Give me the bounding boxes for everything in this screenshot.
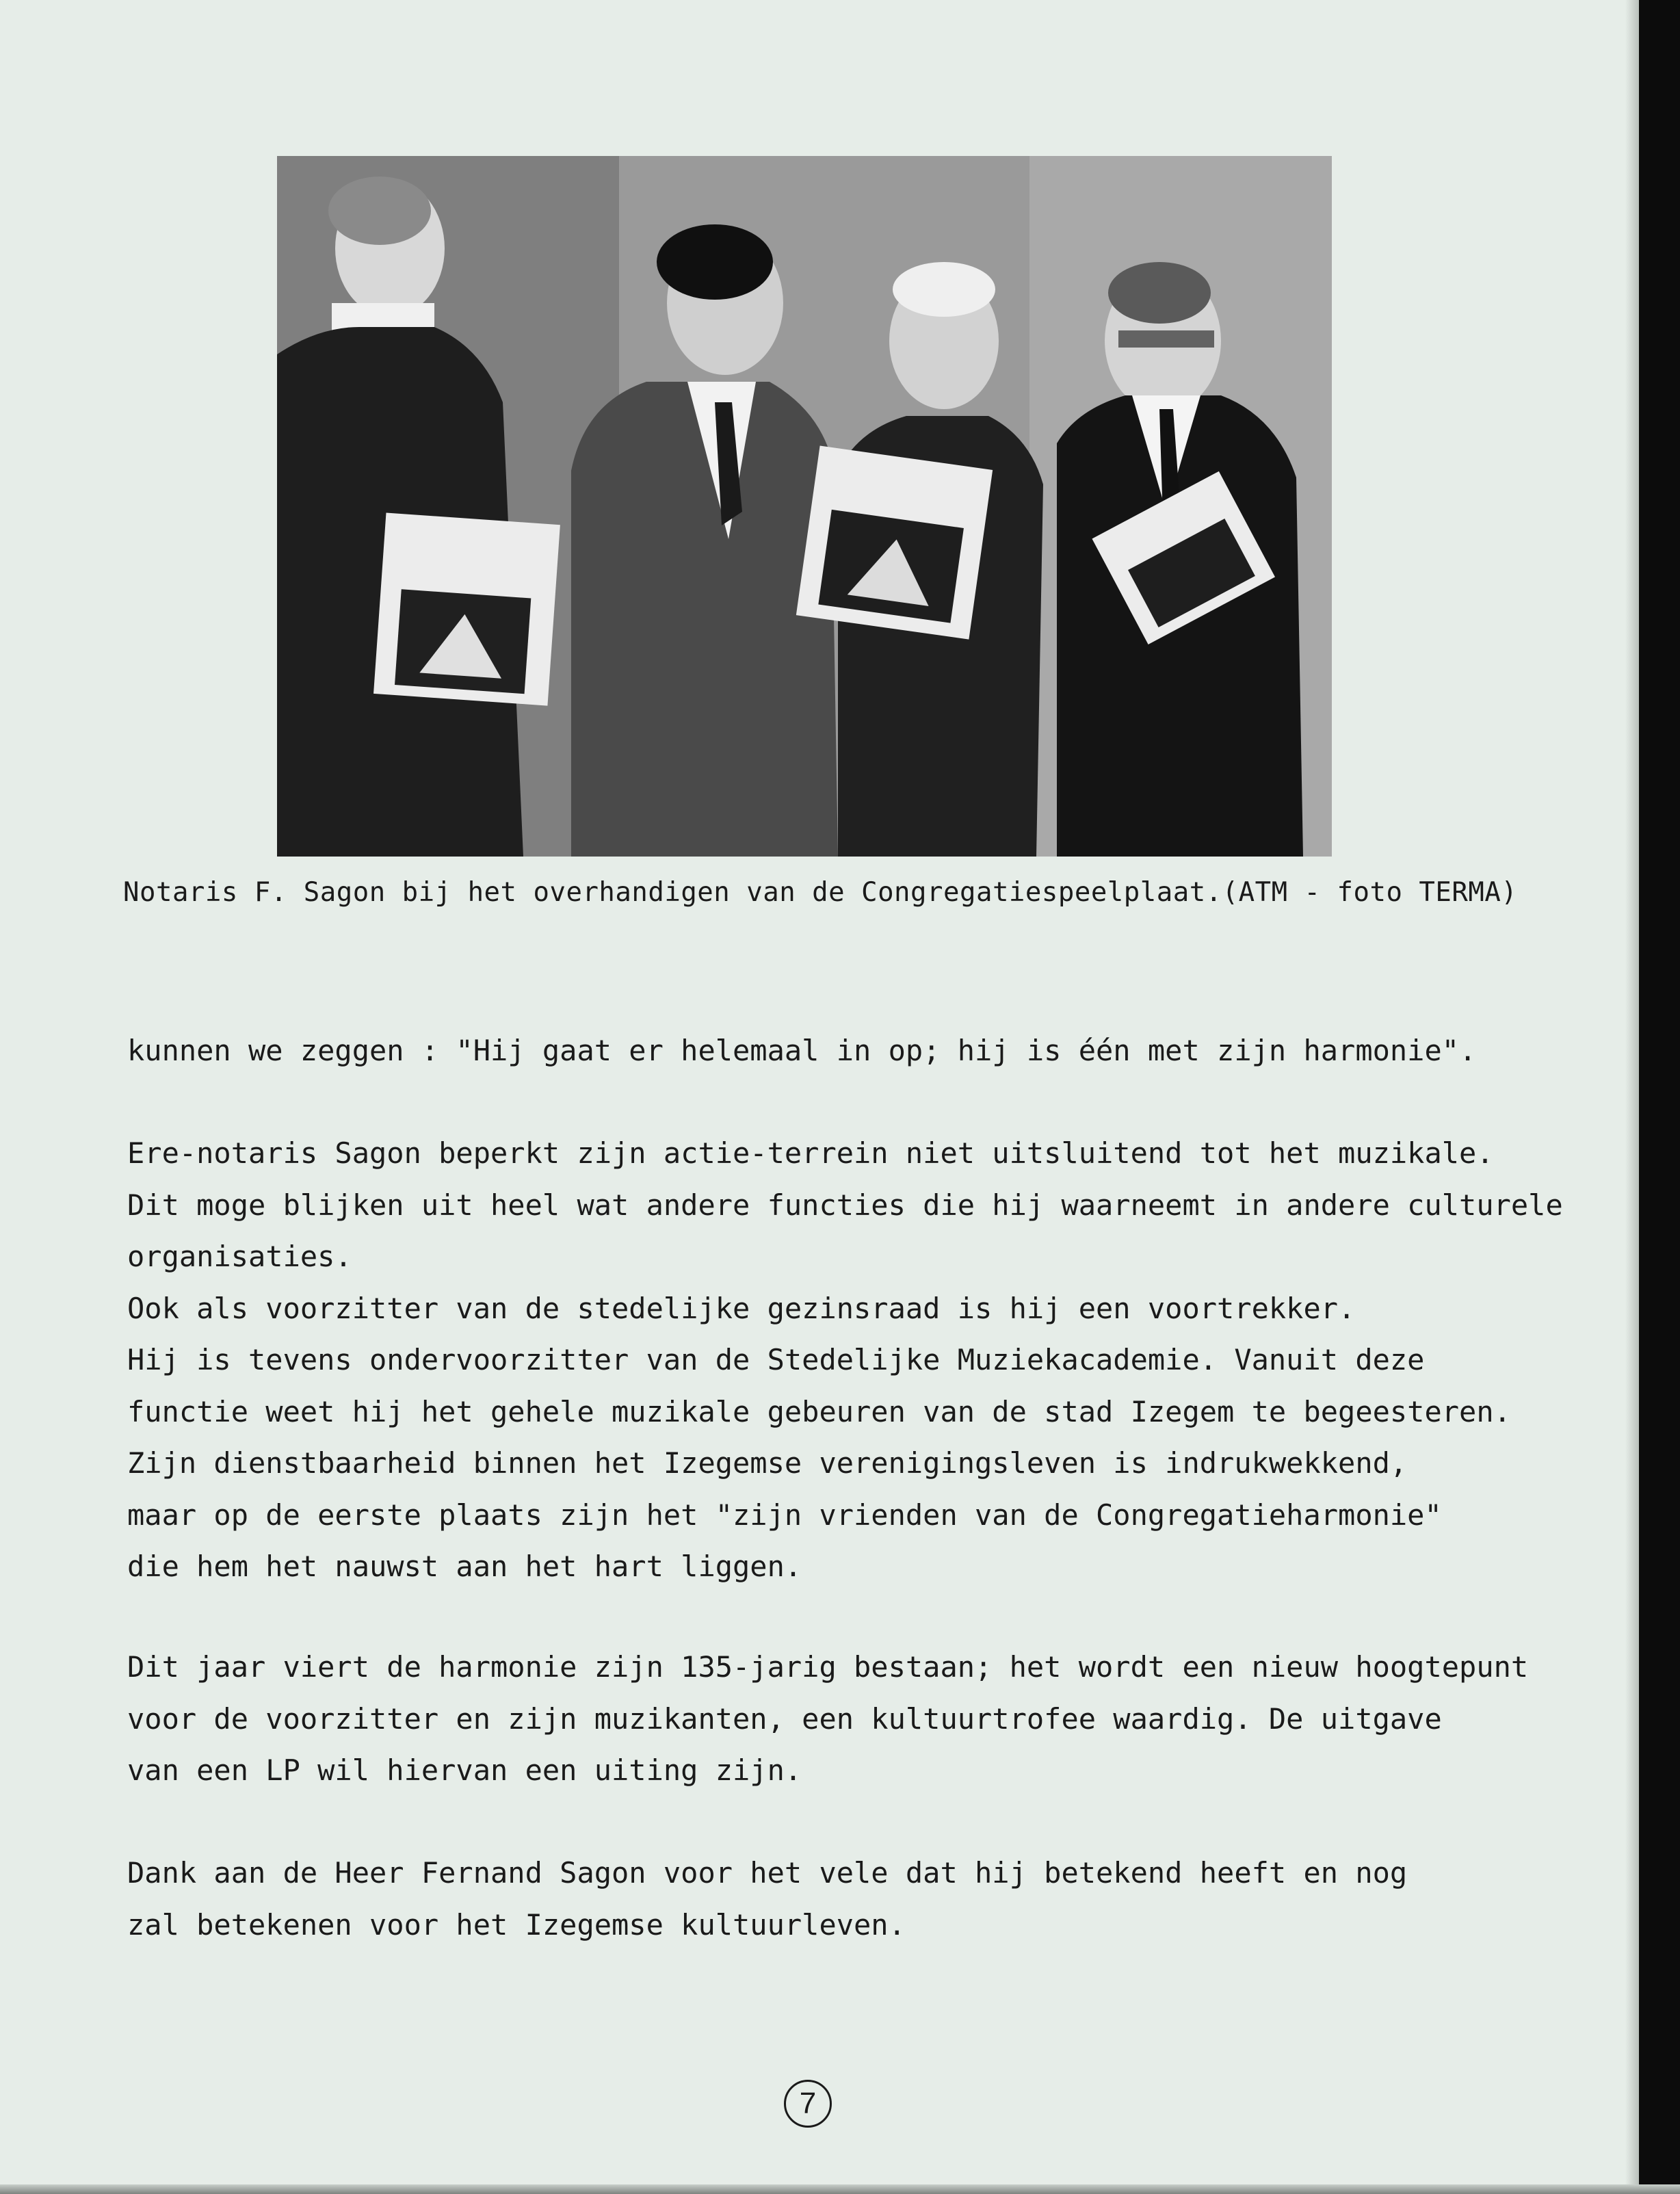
text-line: kunnen we zeggen : "Hij gaat er helemaal in op; hij is één met zijn harmonie". (127, 1034, 1477, 1067)
text-line: functie weet hij het gehele muzikale gebeuren van de stad Izegem te begeesteren. (127, 1394, 1511, 1428)
text-line: die hem het nauwst aan het hart liggen. (127, 1550, 802, 1583)
text-line: Zijn dienstbaarheid binnen het Izegemse verenigingsleven is indrukwekkend, (127, 1446, 1408, 1480)
text-line: zal betekenen voor het Izegemse kultuurleven. (127, 1907, 906, 1942)
text-line: Dank aan de Heer Fernand Sagon voor het vele dat hij betekend heeft en nog (127, 1856, 1408, 1890)
page-edge-shadow (1639, 0, 1680, 2194)
paragraph-thanks (127, 1847, 1571, 1950)
photograph-icon (277, 156, 1332, 857)
paragraph-anniversary (127, 1641, 1571, 1797)
page-number: 7 (784, 2080, 832, 2128)
page-bottom-edge (0, 2184, 1680, 2194)
photo-caption: Notaris F. Sagon bij het overhandigen van de Congregatiespeelplaat.(ATM - foto TERMA) (123, 877, 1518, 908)
text-line: Ook als voorzitter van de stedelijke gezinsraad is hij een voortrekker. (127, 1291, 1356, 1325)
text-line: maar op de eerste plaats zijn het "zijn vrienden van de Congregatieharmonie" (127, 1498, 1442, 1532)
text-line: Dit jaar viert de harmonie zijn 135-jarig bestaan; het wordt een nieuw hoogtepunt (127, 1650, 1529, 1684)
text-line: van een LP wil hiervan een uiting zijn. (127, 1753, 802, 1787)
text-line: Hij is tevens ondervoorzitter van de Stedelijke Muziekacademie. Vanuit deze (127, 1343, 1425, 1376)
text-line: Dit moge blijken uit heel wat andere functies die hij waarneemt in andere culturele (127, 1188, 1563, 1222)
paragraph-intro (127, 1025, 1571, 1077)
text-line: Ere-notaris Sagon beperkt zijn actie-terrein niet uitsluitend tot het muzikale. (127, 1136, 1494, 1170)
text-line: organisaties. (127, 1240, 352, 1273)
group-photograph (277, 156, 1332, 857)
text-line: voor de voorzitter en zijn muzikanten, een kultuurtrofee waardig. De uitgave (127, 1701, 1442, 1736)
paragraph-functions (127, 1127, 1571, 1593)
